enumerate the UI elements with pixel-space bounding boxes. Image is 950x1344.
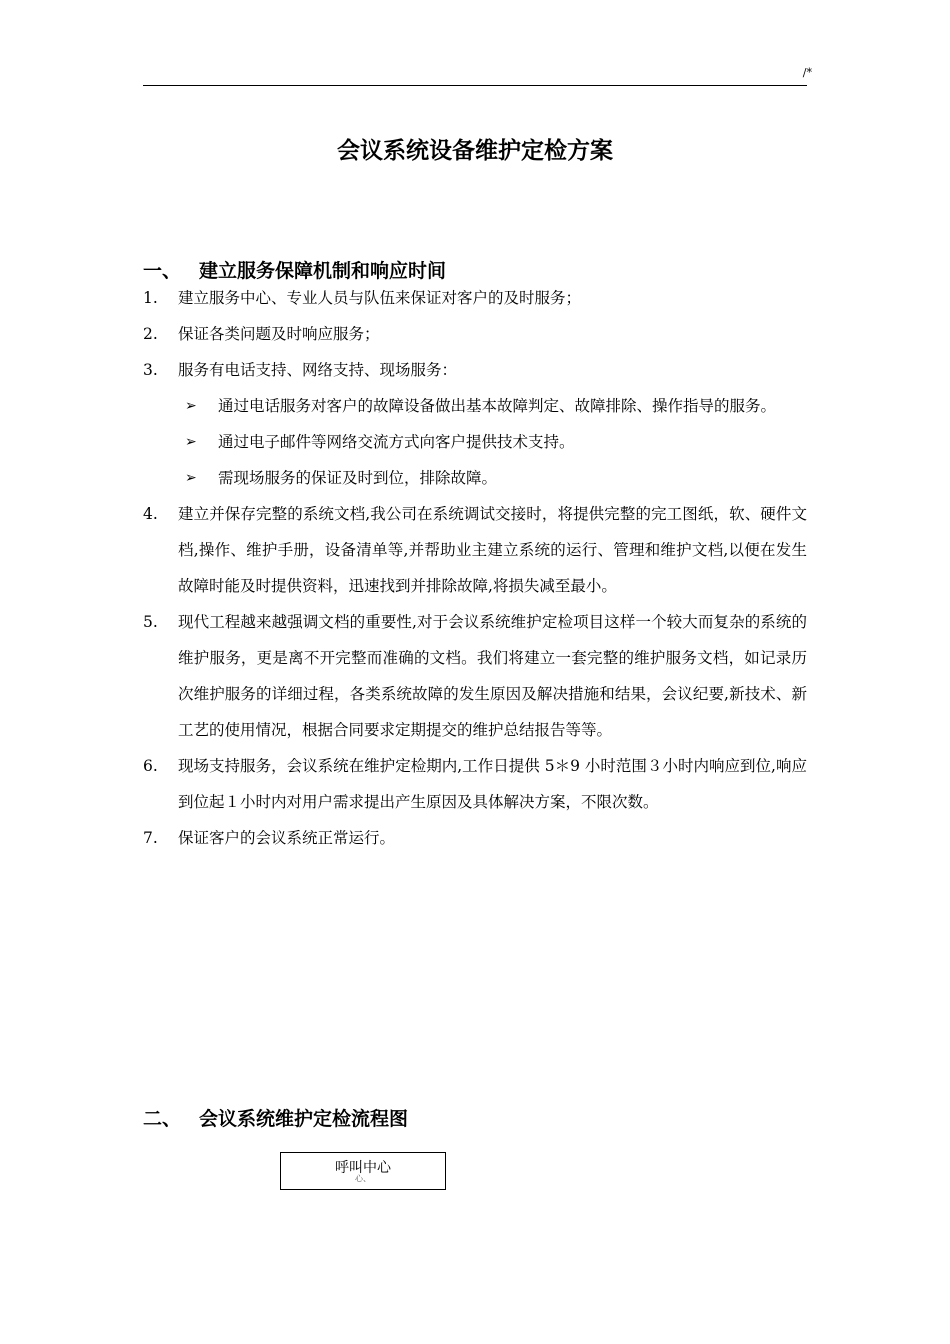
list-item — [143, 316, 807, 352]
list-item — [143, 820, 807, 856]
section-1-title: 建立服务保障机制和响应时间 — [199, 260, 447, 282]
list-item-text: 建立服务中心、专业人员与队伍来保证对客户的及时服务； — [178, 289, 582, 307]
sub-list-item-text: 需现场服务的保证及时到位，排除故障。 — [218, 469, 498, 487]
list-item — [143, 352, 807, 388]
section-2-heading — [143, 1104, 408, 1131]
list-item-text: 现场支持服务，会议系统在维护定检期内,工作日提供 5＊9 小时范围３小时内响应到位,响应到位起１小时内对用户需求提出产生原因及具体解决方案，不限次数。 — [178, 757, 807, 811]
flowchart-node-label: 呼叫中心 — [335, 1160, 391, 1176]
list-item-text: 保证各类问题及时响应服务； — [178, 325, 380, 343]
list-item-number: 6. — [143, 757, 158, 775]
list-item — [143, 748, 807, 820]
list-item-number: 3. — [143, 361, 158, 379]
sub-list-item-text: 通过电子邮件等网络交流方式向客户提供技术支持。 — [218, 433, 575, 451]
list-item-number: 7. — [143, 829, 158, 847]
sub-list-item — [143, 388, 807, 424]
arrow-bullet-icon: ➢ — [185, 398, 197, 414]
list-item — [143, 496, 807, 604]
list-item — [143, 280, 807, 316]
flowchart-node-call-center — [280, 1152, 446, 1190]
list-item-text: 现代工程越来越强调文档的重要性,对于会议系统维护定检项目这样一个较大而复杂的系统的维护服务，更是离不开完整而准确的文档。我们将建立一套完整的维护服务文档，如记录历次维护服务的详细过程，各类系统故障的发生原因及解决措施和结果，会议纪要,新技术、新工艺的使用情况，根据合同要求定期提交的维护总结报告等等。 — [178, 613, 807, 739]
document-title: 会议系统设备维护定检方案 — [337, 138, 613, 164]
arrow-bullet-icon: ➢ — [185, 470, 197, 486]
header-mark: /* — [802, 66, 812, 79]
list-item-number: 5. — [143, 613, 158, 631]
section-2-title: 会议系统维护定检流程图 — [199, 1108, 409, 1130]
list-item-text: 保证客户的会议系统正常运行。 — [178, 829, 396, 847]
section-1-list — [143, 280, 807, 856]
list-item-number: 2. — [143, 325, 158, 343]
list-item-text: 服务有电话支持、网络支持、现场服务： — [178, 361, 458, 379]
sub-list-item — [143, 460, 807, 496]
header-rule — [143, 85, 807, 86]
section-1-heading — [143, 256, 446, 283]
list-item-number: 1. — [143, 289, 158, 307]
sub-list-item-text: 通过电话服务对客户的故障设备做出基本故障判定、故障排除、操作指导的服务。 — [218, 397, 777, 415]
arrow-bullet-icon: ➢ — [185, 434, 197, 450]
section-2-number: 二、 — [143, 1108, 182, 1130]
list-item-text: 建立并保存完整的系统文档,我公司在系统调试交接时，将提供完整的完工图纸，软、硬件文档,操作、维护手册，设备清单等,并帮助业主建立系统的运行、管理和维护文档,以便在发生故障时能及时提供资料，迅速找到并排除故障,将损失减至最小。 — [178, 505, 807, 595]
flowchart-node-overflow-text: 心、 — [355, 1174, 371, 1183]
sub-list-item — [143, 424, 807, 460]
list-item — [143, 604, 807, 748]
section-1-number: 一、 — [143, 260, 182, 282]
list-item-number: 4. — [143, 505, 158, 523]
